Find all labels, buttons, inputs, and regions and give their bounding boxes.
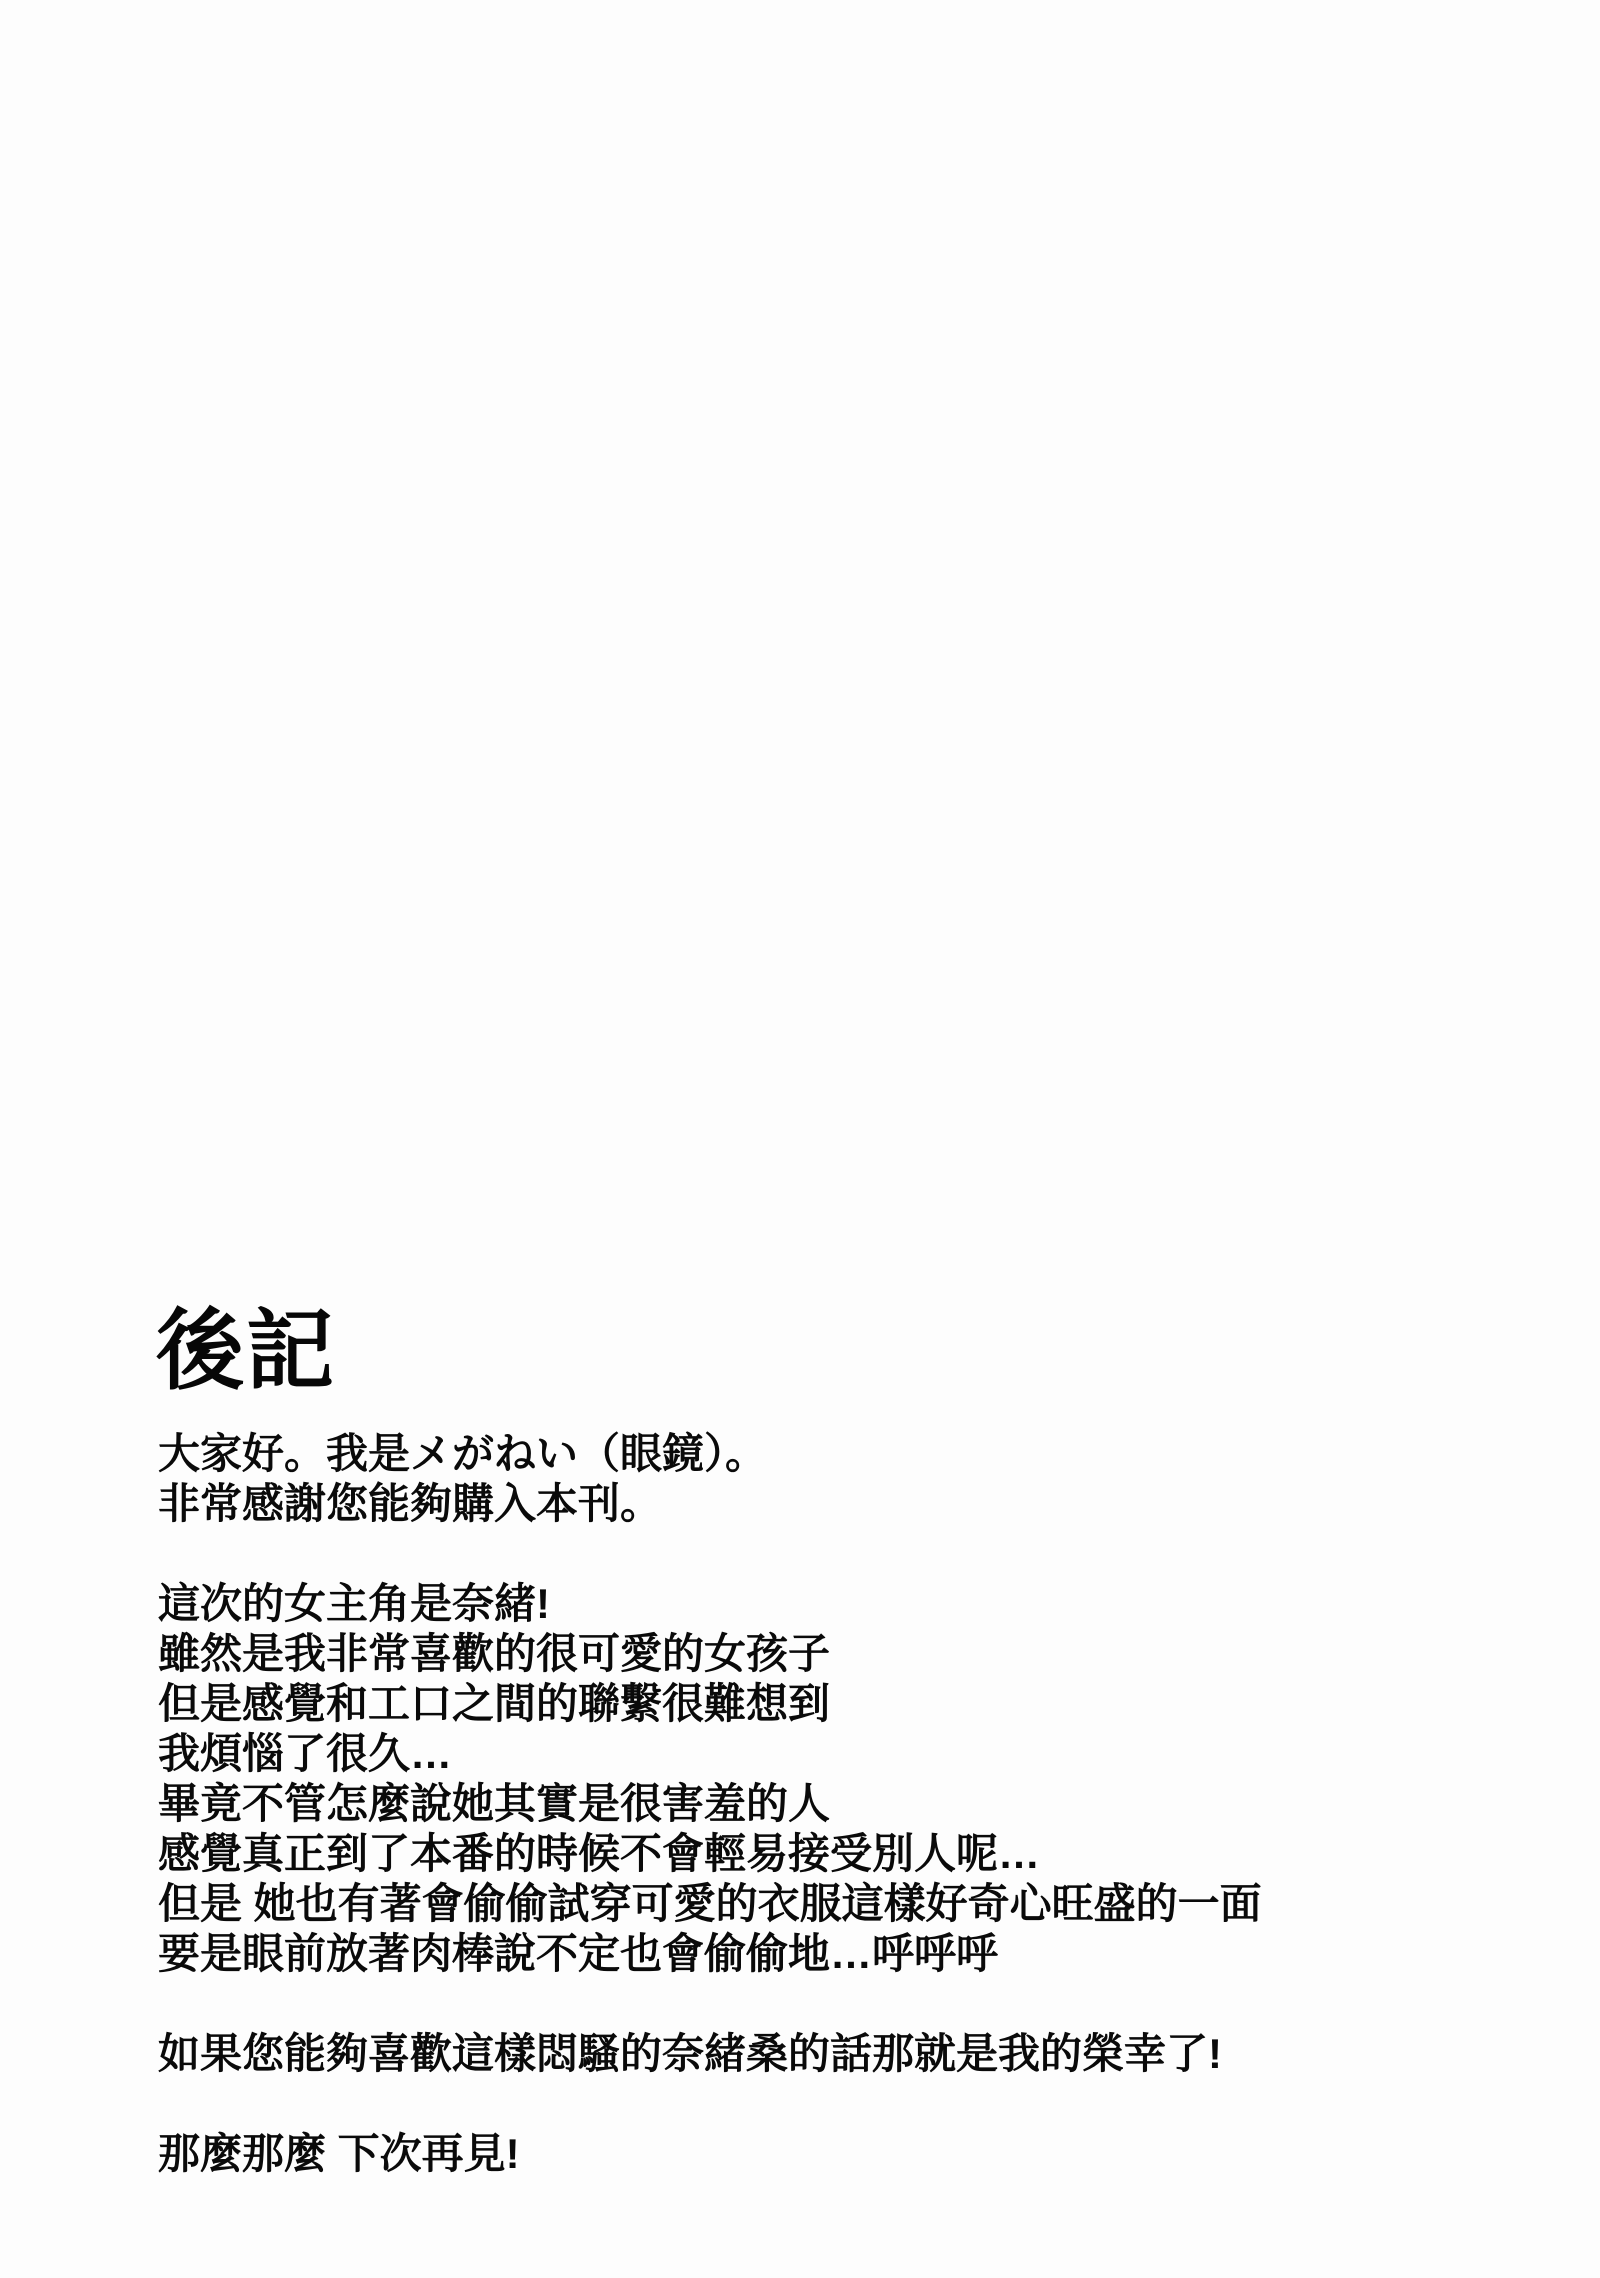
text-line: 畢竟不管怎麼說她其實是很害羞的人 (158, 1780, 831, 1827)
text-line: 我煩惱了很久… (158, 1730, 453, 1777)
page-title: 後記 (156, 1301, 337, 1400)
text-line: 那麼那麼 下次再見! (158, 2130, 520, 2177)
farewell-paragraph (158, 2129, 520, 2179)
text-line: 非常感謝您能夠購入本刊。 (158, 1480, 663, 1527)
text-line: 但是感覺和工口之間的聯繫很難想到 (158, 1680, 831, 1727)
text-line: 要是眼前放著肉棒說不定也會偷偷地…呼呼呼 (158, 1930, 999, 1977)
text-line: 感覺真正到了本番的時候不會輕易接受別人呢… (158, 1830, 1041, 1877)
greeting-paragraph (158, 1429, 767, 1529)
text-line: 大家好。我是メがねい（眼鏡）。 (158, 1430, 768, 1477)
main-paragraph (158, 1579, 1262, 1979)
text-line: 雖然是我非常喜歡的很可愛的女孩子 (158, 1630, 831, 1677)
closing-paragraph (158, 2029, 1222, 2079)
text-line: 但是 她也有著會偷偷試穿可愛的衣服這樣好奇心旺盛的一面 (158, 1880, 1262, 1927)
text-line: 這次的女主角是奈緒! (158, 1580, 550, 1627)
text-line: 如果您能夠喜歡這樣悶騷的奈緒桑的話那就是我的榮幸了! (158, 2030, 1222, 2077)
